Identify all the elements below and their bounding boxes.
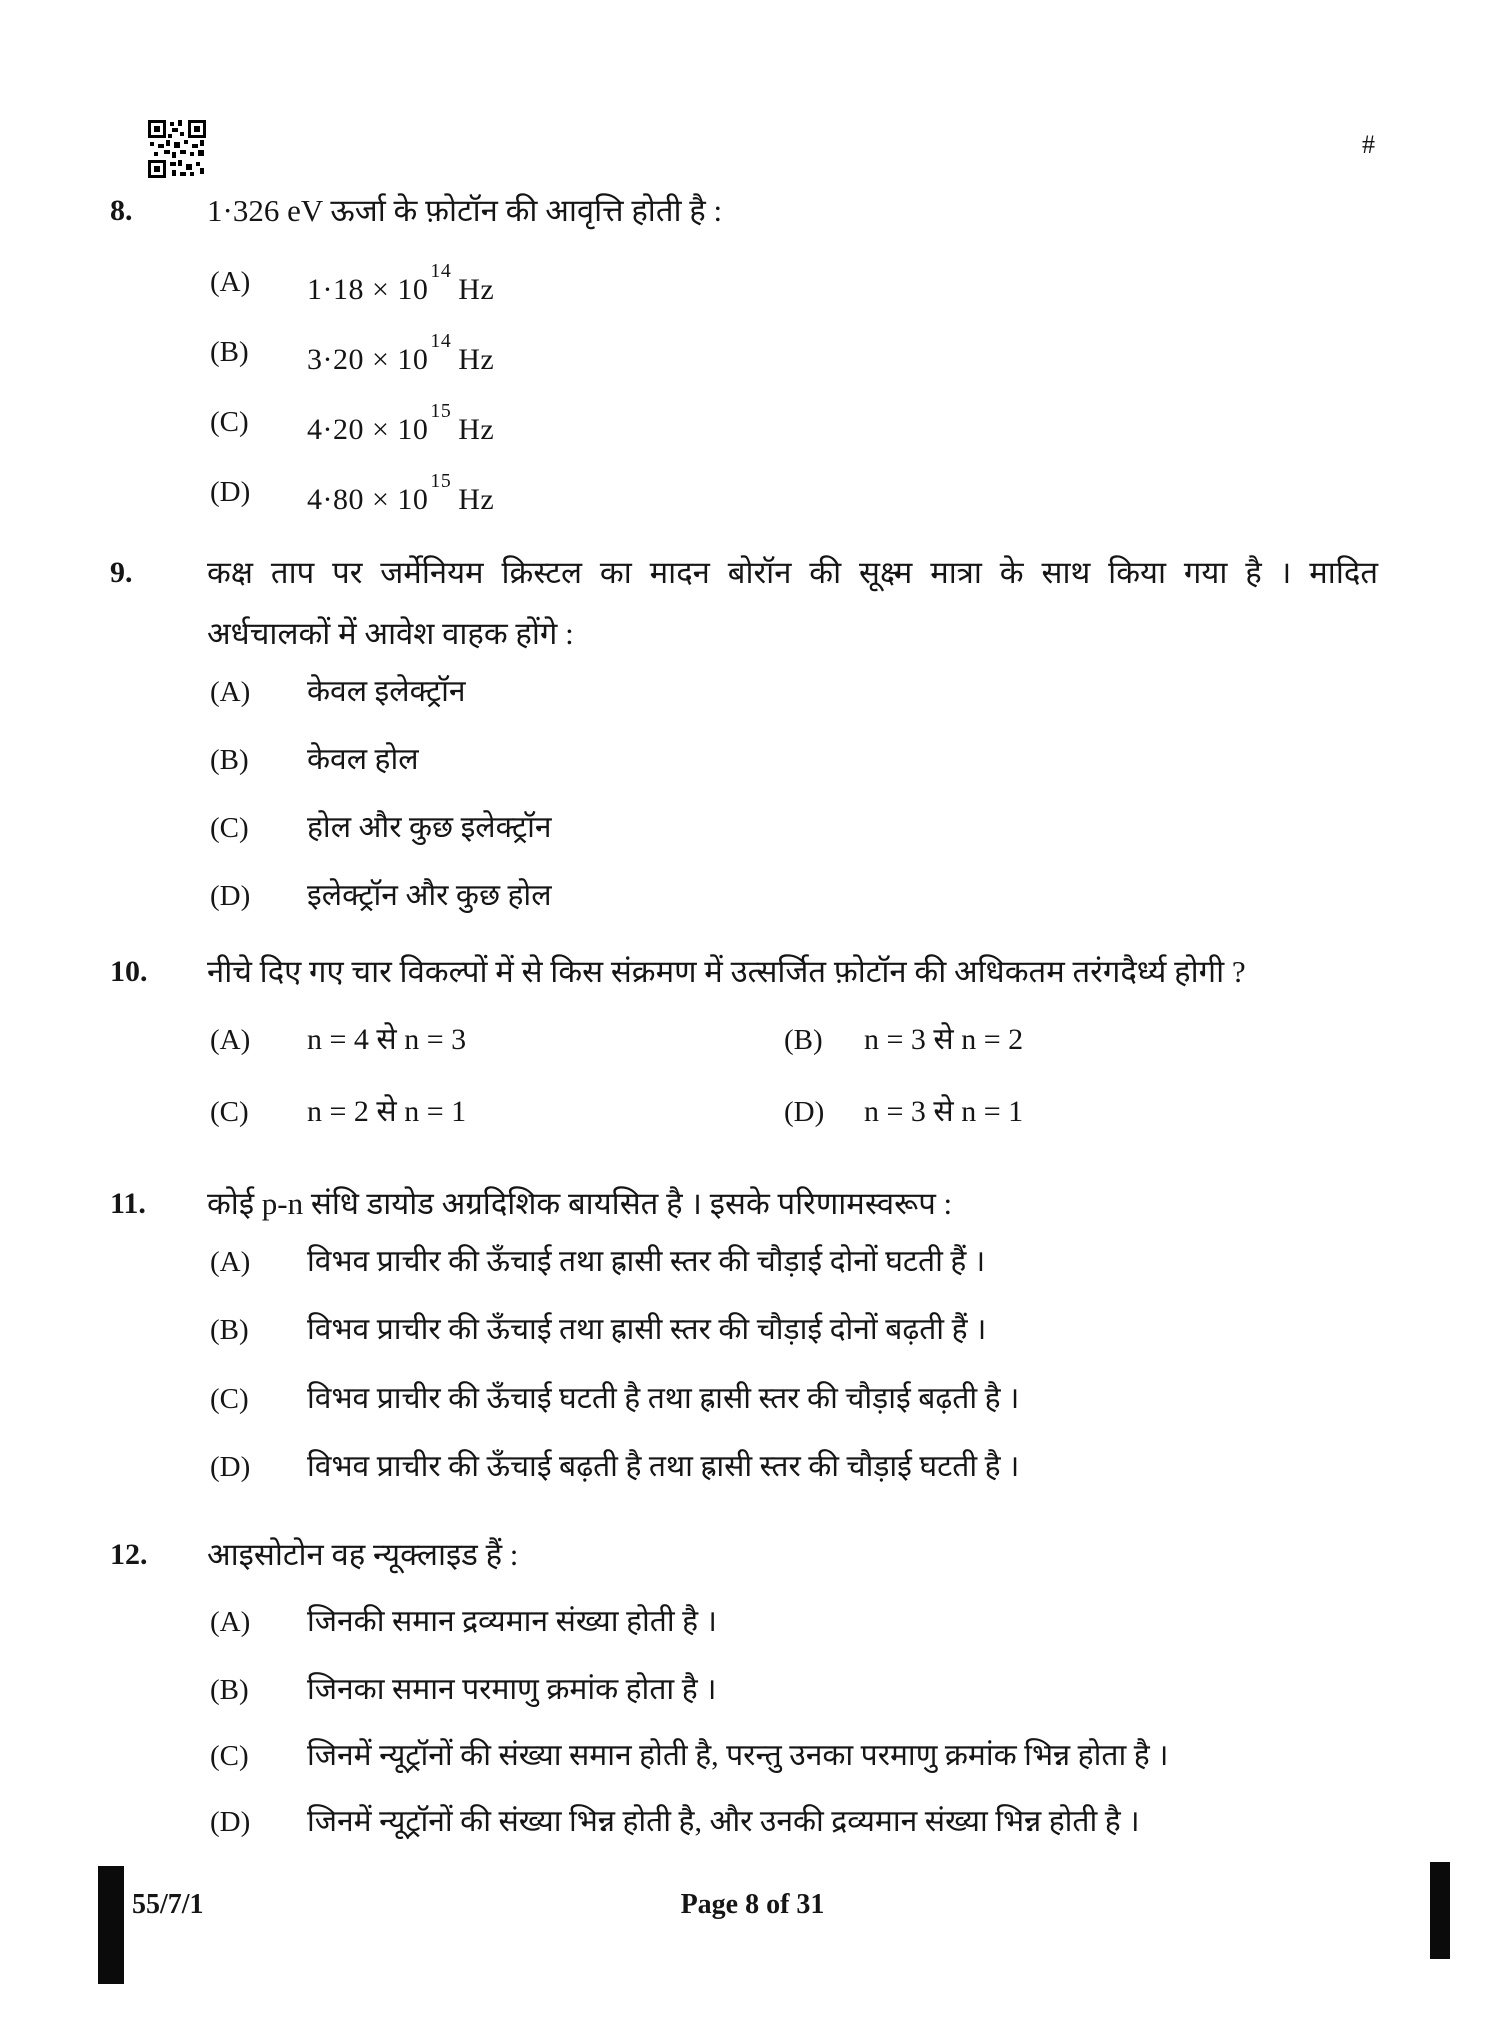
option-label: (A) bbox=[210, 676, 251, 708]
option-row bbox=[0, 259, 1505, 307]
option-text: n = 4 से n = 3 bbox=[307, 1023, 467, 1056]
option-text: इलेक्ट्रॉन और कुछ होल bbox=[307, 879, 552, 912]
option-label: (D) bbox=[210, 476, 251, 508]
option-label: (D) bbox=[210, 880, 251, 912]
option-row bbox=[0, 469, 1505, 517]
option-label: (C) bbox=[210, 1740, 249, 1772]
question-stem: अर्धचालकों में आवेश वाहक होंगे : bbox=[207, 616, 574, 651]
option-row bbox=[0, 873, 1505, 921]
footer-page-number: Page 8 of 31 bbox=[680, 1889, 825, 1920]
option-text: n = 3 से n = 1 bbox=[864, 1095, 1024, 1128]
option-row bbox=[0, 737, 1505, 785]
option-row bbox=[0, 1667, 1505, 1715]
option-row bbox=[0, 805, 1505, 853]
option-text: $4\cdot 80 \times 10^{15}Hz$ bbox=[307, 470, 495, 516]
option-label: (B) bbox=[210, 744, 249, 776]
question-number: 11. bbox=[110, 1187, 146, 1220]
option-text: विभव प्राचीर की ऊँचाई बढ़ती है तथा ह्रासी स्तर की चौड़ाई घटती है । bbox=[307, 1450, 1020, 1483]
question-stem: कक्ष ताप पर जर्मेनियम क्रिस्टल का मादन बोरॉन की सूक्ष्म मात्रा के साथ किया गया है । मादित bbox=[207, 555, 1378, 590]
option-text: होल और कुछ इलेक्ट्रॉन bbox=[307, 811, 552, 844]
question-stem: नीचे दिए गए चार विकल्पों में से किस संक्रमण में उत्सर्जित फ़ोटॉन की अधिकतम तरंगदैर्ध्य होगी ? bbox=[207, 954, 1246, 989]
question-stem: कोई p-n संधि डायोड अग्रदिशिक बायसित है । इसके परिणामस्वरूप : bbox=[207, 1186, 953, 1221]
option-label: (D) bbox=[210, 1451, 251, 1483]
question-number: 12. bbox=[110, 1538, 148, 1571]
option-text: विभव प्राचीर की ऊँचाई तथा ह्रासी स्तर की चौड़ाई दोनों बढ़ती हैं । bbox=[307, 1313, 987, 1346]
option-label: (B) bbox=[210, 1314, 249, 1346]
option-row bbox=[0, 1307, 1505, 1355]
qr-code bbox=[148, 120, 206, 178]
option-row bbox=[0, 669, 1505, 717]
option-text: $3\cdot 20 \times 10^{14}Hz$ bbox=[307, 330, 495, 376]
option-label: (B) bbox=[210, 1674, 249, 1706]
option-row bbox=[0, 399, 1505, 447]
footer-code: 55/7/1 bbox=[132, 1889, 204, 1920]
option-text: जिनका समान परमाणु क्रमांक होता है । bbox=[307, 1673, 717, 1706]
question-number: 9. bbox=[110, 556, 133, 589]
option-label: (A) bbox=[210, 266, 251, 298]
option-text: जिनकी समान द्रव्यमान संख्या होती है । bbox=[307, 1605, 717, 1638]
question-stem: आइसोटोन वह न्यूक्लाइड हैं : bbox=[207, 1537, 519, 1572]
question-number: 8. bbox=[110, 194, 133, 227]
option-row bbox=[0, 1733, 1505, 1781]
option-text: $1\cdot 18 \times 10^{14}Hz$ bbox=[307, 260, 495, 306]
option-text: $4\cdot 20 \times 10^{15}Hz$ bbox=[307, 400, 495, 446]
option-row bbox=[0, 1017, 1505, 1065]
option-label: (C) bbox=[210, 406, 249, 438]
option-row bbox=[0, 1376, 1505, 1424]
option-row bbox=[0, 329, 1505, 377]
footer-bar-left bbox=[98, 1866, 124, 1984]
option-label: (D) bbox=[784, 1096, 825, 1128]
option-label: (C) bbox=[210, 1096, 249, 1128]
option-text: विभव प्राचीर की ऊँचाई घटती है तथा ह्रासी स्तर की चौड़ाई बढ़ती है । bbox=[307, 1382, 1020, 1415]
option-text: जिनमें न्यूट्रॉनों की संख्या समान होती है, परन्तु उनका परमाणु क्रमांक भिन्न होता है । bbox=[307, 1739, 1169, 1772]
option-label: (C) bbox=[210, 1383, 249, 1415]
option-text: n = 2 से n = 1 bbox=[307, 1095, 467, 1128]
option-label: (B) bbox=[210, 336, 249, 368]
option-label: (A) bbox=[210, 1024, 251, 1056]
option-label: (A) bbox=[210, 1606, 251, 1638]
option-row bbox=[0, 1239, 1505, 1287]
option-text: n = 3 से n = 2 bbox=[864, 1023, 1024, 1056]
page-corner-mark: # bbox=[1362, 130, 1375, 159]
option-row bbox=[0, 1444, 1505, 1492]
option-label: (D) bbox=[210, 1806, 251, 1838]
option-row bbox=[0, 1089, 1505, 1137]
option-label: (A) bbox=[210, 1246, 251, 1278]
question-number: 10. bbox=[110, 955, 148, 988]
option-text: जिनमें न्यूट्रॉनों की संख्या भिन्न होती है, और उनकी द्रव्यमान संख्या भिन्न होती है । bbox=[307, 1805, 1140, 1838]
option-text: केवल होल bbox=[307, 743, 419, 776]
option-label: (C) bbox=[210, 812, 249, 844]
option-row bbox=[0, 1599, 1505, 1647]
option-text: केवल इलेक्ट्रॉन bbox=[307, 675, 466, 708]
option-label: (B) bbox=[784, 1024, 823, 1056]
question-stem: 1·326 eV ऊर्जा के फ़ोटॉन की आवृत्ति होती है : bbox=[207, 193, 723, 228]
option-row bbox=[0, 1799, 1505, 1847]
option-text: विभव प्राचीर की ऊँचाई तथा ह्रासी स्तर की चौड़ाई दोनों घटती हैं । bbox=[307, 1245, 986, 1278]
